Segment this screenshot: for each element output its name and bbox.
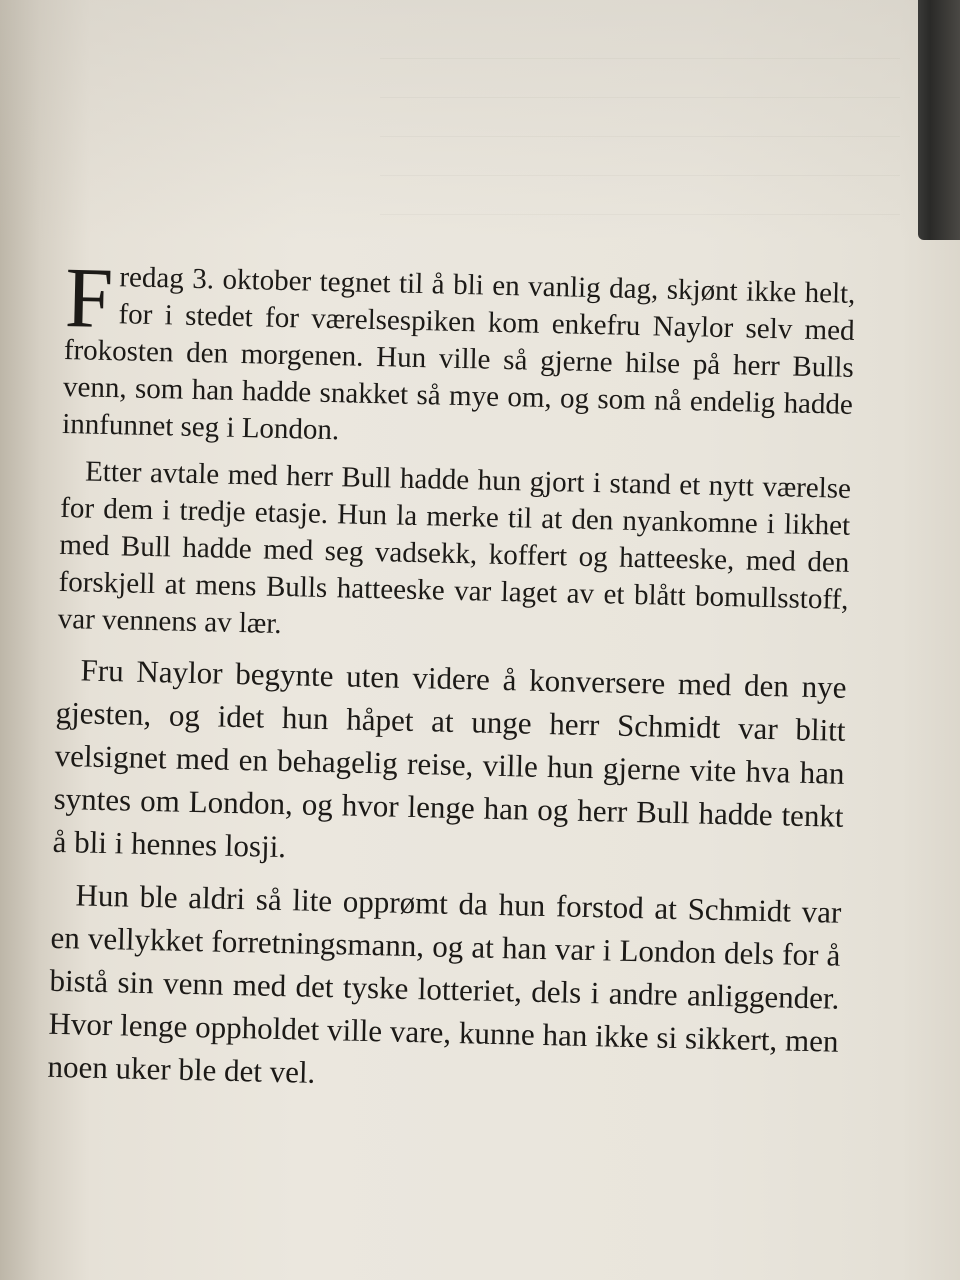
drop-cap: F (64, 249, 115, 347)
book-cover-edge (918, 0, 960, 240)
paragraph-1 (61, 249, 856, 461)
page-text (47, 249, 856, 1116)
paragraph-4: Hun ble aldri så lite opprømt da hun forstod at Schmidt var en vellykket forretningsmann, og at han var i London dels for å bistå sin venn med det tyske lotteriet, dels i andre anliggender. Hvor lenge oppholdet ville vare, kunne han ikke si sikkert, men noen uker ble det vel. (47, 877, 842, 1090)
paragraph-3: Fru Naylor begynte uten videre å konversere med den nye gjesten, og idet hun håpet at unge herr Schmidt var blitt velsignet med en behagelig reise, ville hun gjerne vite hva han syntes om London, og hvor lenge han og herr Bull hadde tenkt å bli i hennes losji. (52, 652, 847, 865)
paragraph-1-text: redag 3. oktober tegnet til å bli en vanlig dag, skjønt ikke helt, for i stedet for værelsespiken kom enkefru Naylor selv med frokosten den morgenen. Hun ville så gjerne hilse på herr Bulls venn, som han hadde snakket så mye om, og som nå endelig hadde innfunnet seg i London. (61, 261, 856, 447)
paragraph-2: Etter avtale med herr Bull hadde hun gjort i stand et nytt værelse for dem i tredje etasje. Hun la merke til at den nyankomne i likhet med Bull hadde med seg vadsekk, koffert og hatteeske, med den forskjell at mens Bulls hatteeske var laget av et blått bomullsstoff, var vennens av lær. (57, 455, 852, 640)
show-through-text (380, 20, 900, 215)
